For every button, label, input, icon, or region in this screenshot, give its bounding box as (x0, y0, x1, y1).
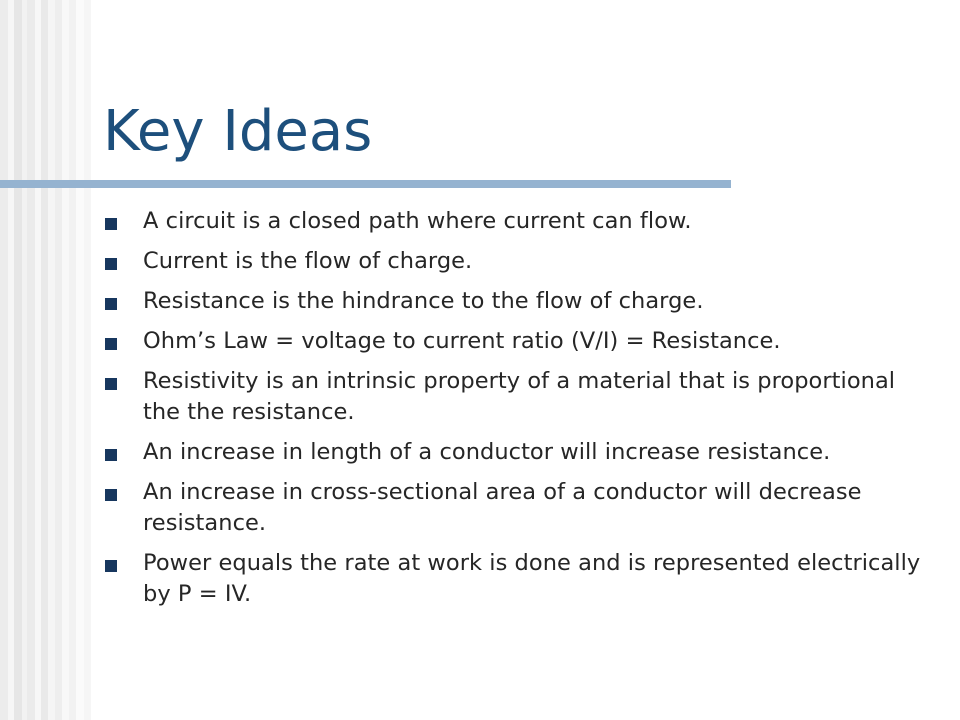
bullet-item (105, 286, 925, 317)
square-bullet-icon (105, 298, 117, 310)
bullet-text: Power equals the rate at work is done and is represented electrically by P = IV. (143, 550, 921, 607)
square-bullet-icon (105, 338, 117, 350)
bullet-text: Ohm’s Law = voltage to current ratio (V/I) = Resistance. (143, 328, 781, 354)
bullet-text: Current is the flow of charge. (143, 248, 473, 274)
bullet-list (105, 206, 925, 619)
bullet-item (105, 477, 925, 539)
bullet-item (105, 366, 925, 428)
bullet-text: An increase in cross-sectional area of a conductor will decrease resistance. (143, 479, 862, 536)
square-bullet-icon (105, 258, 117, 270)
bullet-text: Resistivity is an intrinsic property of a material that is proportional the the resistance. (143, 368, 896, 425)
bullet-item (105, 437, 925, 468)
bullet-text: A circuit is a closed path where current can flow. (143, 208, 692, 234)
square-bullet-icon (105, 378, 117, 390)
square-bullet-icon (105, 489, 117, 501)
square-bullet-icon (105, 218, 117, 230)
slide-title: Key Ideas (103, 99, 373, 164)
square-bullet-icon (105, 449, 117, 461)
bullet-item (105, 326, 925, 357)
bullet-item (105, 206, 925, 237)
bullet-text: Resistance is the hindrance to the flow of charge. (143, 288, 704, 314)
bullet-item (105, 548, 925, 610)
decorative-stripes (0, 0, 100, 720)
square-bullet-icon (105, 560, 117, 572)
bullet-text: An increase in length of a conductor will increase resistance. (143, 439, 831, 465)
title-divider (0, 180, 731, 188)
bullet-item (105, 246, 925, 277)
